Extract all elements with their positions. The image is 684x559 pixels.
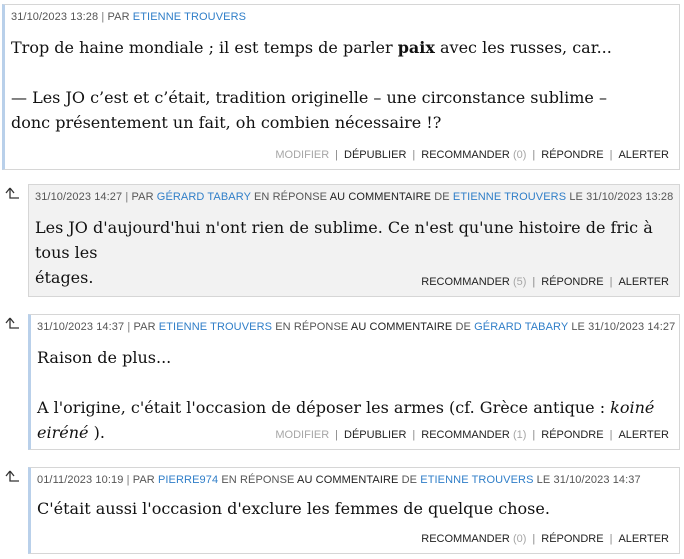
modify-link[interactable]: MODIFIER: [275, 429, 330, 441]
comment-4: [28, 467, 680, 554]
comment-text: Trop de haine mondiale ; il est temps de parler: [11, 38, 398, 57]
modify-link[interactable]: MODIFIER: [275, 149, 330, 161]
comment-3: [28, 314, 680, 450]
the-label: LE: [569, 191, 583, 203]
comment-author-link[interactable]: PIERRE974: [157, 474, 219, 486]
recommend-link[interactable]: RECOMMANDER (0): [421, 149, 527, 161]
reply-arrow-icon: [5, 186, 21, 204]
recommend-link[interactable]: RECOMMANDER (0): [421, 533, 527, 545]
comment-author-link[interactable]: ETIENNE TROUVERS: [158, 321, 273, 333]
in-reply-label: EN RÉPONSE: [253, 191, 328, 203]
comment-text: avec les russes, car...: [434, 38, 612, 57]
parent-date: 31/10/2023 14:27: [588, 321, 676, 333]
comment-text: ).: [88, 423, 105, 442]
alert-link[interactable]: ALERTER: [618, 149, 669, 161]
parent-author-link[interactable]: ETIENNE TROUVERS: [452, 191, 567, 203]
parent-author-link[interactable]: ETIENNE TROUVERS: [420, 474, 534, 486]
reply-arrow-icon: [5, 316, 21, 334]
comment-by: PAR: [133, 321, 156, 333]
comment-meta: 01/11/2023 10:19 | PAR PIERRE974 EN RÉPONSE AU COMMENTAIRE DE ETIENNE TROUVERS LE 31/10/2023 14:37: [37, 474, 641, 486]
comment-actions: MODIFIER | DÉPUBLIER | RECOMMANDER (1) | RÉPONDRE | ALERTER: [275, 429, 669, 441]
comment-text: donc présentement un fait, oh combien nécessaire !?: [11, 113, 442, 132]
comment-actions: MODIFIER | DÉPUBLIER | RECOMMANDER (0) | RÉPONDRE | ALERTER: [275, 149, 669, 161]
comment-text-italic: koiné eiréné: [37, 398, 655, 442]
reply-link[interactable]: RÉPONDRE: [541, 429, 604, 441]
recommend-count: (5): [512, 276, 527, 288]
reply-arrow-icon: [5, 469, 21, 487]
comment-text: étages.: [35, 268, 94, 287]
recommend-count: (0): [512, 533, 527, 545]
comment-date: 31/10/2023 13:28: [11, 11, 99, 23]
comment-text: — Les JO c’est et c’était, tradition originelle – une circonstance sublime –: [11, 88, 607, 107]
unpublish-link[interactable]: DÉPUBLIER: [344, 149, 407, 161]
alert-link[interactable]: ALERTER: [618, 429, 669, 441]
of-label: DE: [401, 474, 418, 486]
in-reply-label: EN RÉPONSE: [221, 474, 295, 486]
comment-date: 31/10/2023 14:37: [37, 321, 125, 333]
recommend-link[interactable]: RECOMMANDER (1): [421, 429, 527, 441]
reply-link[interactable]: RÉPONDRE: [541, 149, 604, 161]
recommend-count: (0): [512, 149, 527, 161]
parent-comment-link[interactable]: AU COMMENTAIRE: [329, 191, 432, 203]
of-label: DE: [455, 321, 471, 333]
comment-text: Les JO d'aujourd'hui n'ont rien de sublime. Ce n'est qu'une histoire de fric à tous les: [35, 218, 653, 262]
parent-comment-link[interactable]: AU COMMENTAIRE: [297, 474, 399, 486]
comment-1: [2, 4, 680, 170]
comment-author-link[interactable]: ETIENNE TROUVERS: [132, 11, 247, 23]
comment-actions: RECOMMANDER (5) | RÉPONDRE | ALERTER: [421, 276, 669, 288]
reply-link[interactable]: RÉPONDRE: [541, 533, 604, 545]
alert-link[interactable]: ALERTER: [618, 533, 669, 545]
comment-date: 31/10/2023 14:27: [35, 191, 123, 203]
parent-date: 31/10/2023 13:28: [586, 191, 674, 203]
comment-meta: 31/10/2023 14:37 | PAR ETIENNE TROUVERS EN RÉPONSE AU COMMENTAIRE DE GÉRARD TABARY LE 31/10/2023 14:27: [37, 321, 676, 333]
parent-author-link[interactable]: GÉRARD TABARY: [474, 321, 569, 333]
comment-text-bold: paix: [397, 38, 435, 57]
parent-comment-link[interactable]: AU COMMENTAIRE: [350, 321, 453, 333]
comment-2: [28, 184, 680, 297]
comment-author-link[interactable]: GÉRARD TABARY: [156, 191, 251, 203]
comment-text: A l'origine, c'était l'occasion de déposer les armes (cf. Grèce antique :: [37, 398, 611, 417]
in-reply-label: EN RÉPONSE: [275, 321, 349, 333]
recommend-link[interactable]: RECOMMANDER (5): [421, 276, 527, 288]
comment-by: PAR: [107, 11, 130, 23]
recommend-count: (1): [512, 429, 527, 441]
unpublish-link[interactable]: DÉPUBLIER: [344, 429, 407, 441]
comment-meta: 31/10/2023 13:28 | PAR ETIENNE TROUVERS: [11, 11, 247, 23]
comment-by: PAR: [132, 474, 155, 486]
parent-date: 31/10/2023 14:37: [553, 474, 641, 486]
comment-text: Raison de plus...: [37, 348, 172, 367]
reply-link[interactable]: RÉPONDRE: [541, 276, 604, 288]
the-label: LE: [536, 474, 551, 486]
comment-meta: 31/10/2023 14:27 | PAR GÉRARD TABARY EN RÉPONSE AU COMMENTAIRE DE ETIENNE TROUVERS LE 31/10/2023 13:28: [35, 191, 674, 203]
the-label: LE: [571, 321, 585, 333]
comment-date: 01/11/2023 10:19: [37, 474, 124, 486]
alert-link[interactable]: ALERTER: [618, 276, 669, 288]
comment-text: C'était aussi l'occasion d'exclure les femmes de quelque chose.: [37, 499, 550, 518]
comment-body: [11, 35, 673, 135]
comment-by: PAR: [131, 191, 154, 203]
comment-actions: RECOMMANDER (0) | RÉPONDRE | ALERTER: [421, 533, 669, 545]
of-label: DE: [434, 191, 450, 203]
comment-body: [37, 496, 673, 521]
